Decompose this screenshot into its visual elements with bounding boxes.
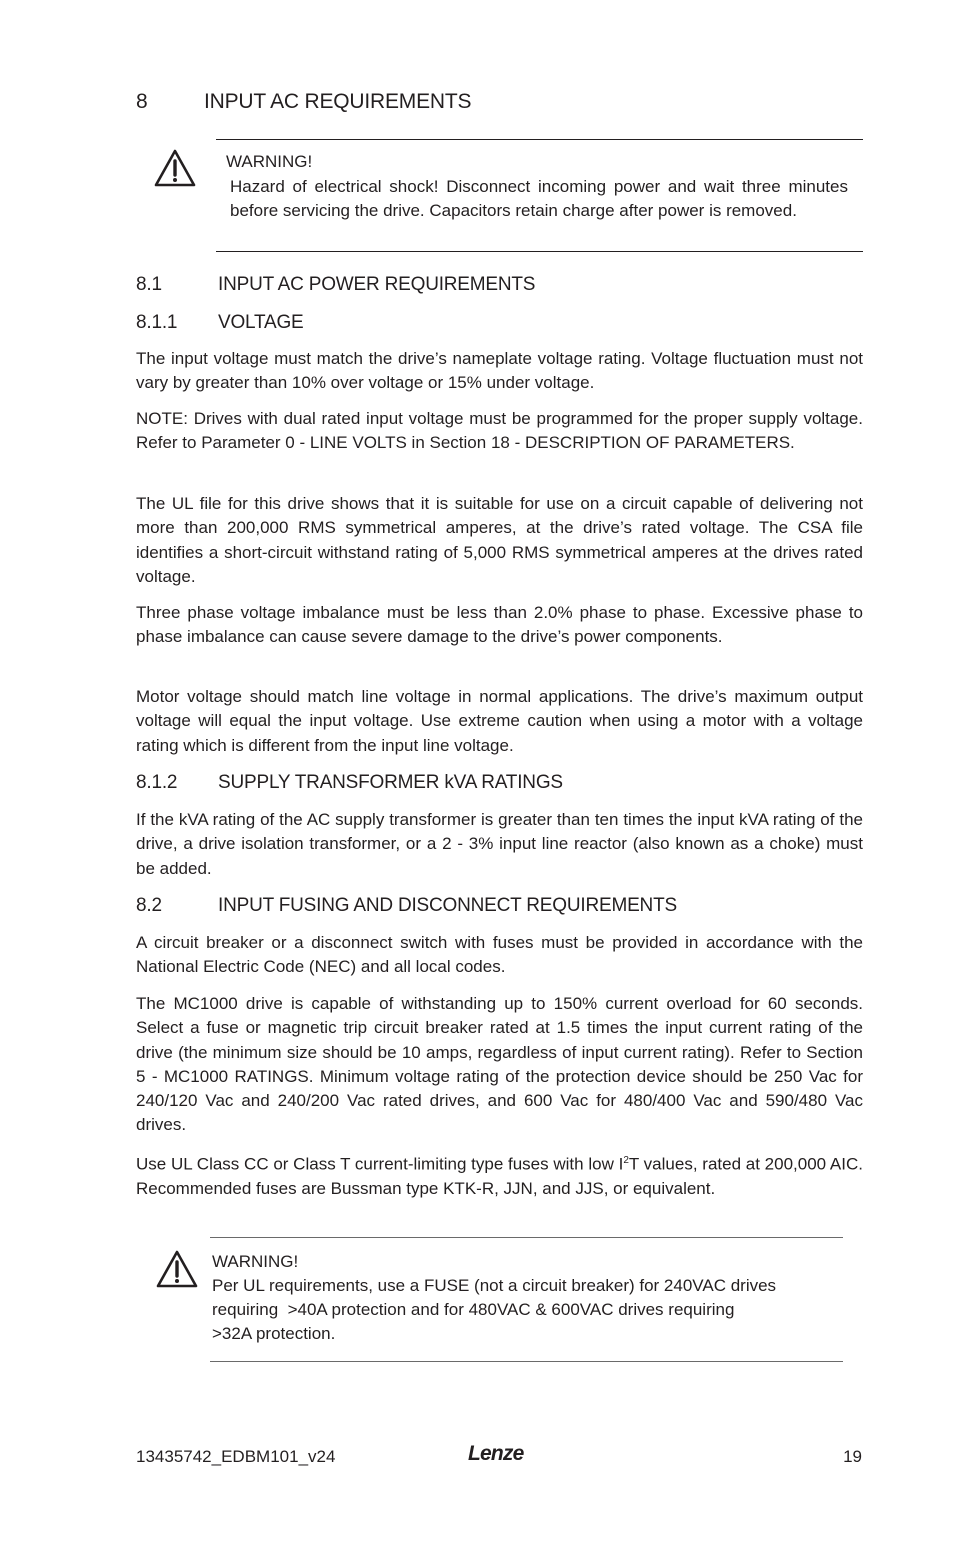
paragraph-circuit-breaker: A circuit breaker or a disconnect switch with fuses must be provided in accordance with the National Electric Code (NEC) and all local codes. [136,933,863,977]
section-title: INPUT AC REQUIREMENTS [204,90,472,113]
fuse-text-part: T values, rated at 200,000 AIC. Recommended fuses are Bussman type KTK-R, JJN, and JJS, or equivalent. [136,1154,863,1198]
warning-box-ul-fuse [210,1237,843,1362]
section-heading [136,88,856,116]
warning-triangle-icon [153,148,197,188]
paragraph-note-dual-voltage: NOTE: Drives with dual rated input voltage must be programmed for the proper supply voltage. Refer to Parameter 0 - LINE VOLTS in Section 18 - DESCRIPTION OF PARAMETERS. [136,409,863,453]
paragraph-fuse-class [136,1149,863,1201]
paragraph-ul-csa-rating: The UL file for this drive shows that it is suitable for use on a circuit capable of delivering not more than 200,000 RMS symmetrical amperes, at the drive’s rated voltage. The CSA file identifies a short-circuit withstand rating of 5,000 RMS symmetrical amperes at the drives rated voltage. [136,494,863,586]
subsection-heading-8-1 [136,273,856,297]
footer-document-id: 13435742_EDBM101_v24 [136,1447,336,1466]
subsection-number: 8.1.1 [136,312,178,333]
paragraph-phase-imbalance: Three phase voltage imbalance must be less than 2.0% phase to phase. Excessive phase to phase imbalance can cause severe damage to the drive’s power components. [136,603,863,647]
lenze-logo: Lenze [468,1442,524,1465]
subsection-number: 8.1.2 [136,772,178,793]
warning-text: Hazard of electrical shock! Disconnect incoming power and wait three minutes before servicing the drive. Capacitors retain charge after power is removed. [230,177,848,220]
warning-line: requiring >40A protection and for 480VAC & 600VAC drives requiring [212,1300,735,1319]
page-number: 19 [843,1447,862,1466]
warning-title: WARNING! [226,152,313,171]
subsection-title: INPUT AC POWER REQUIREMENTS [218,274,536,295]
fuse-text-part: Use UL Class CC or Class T current-limiting type fuses with low I [136,1154,624,1174]
section-number: 8 [136,90,148,113]
subsection-title: VOLTAGE [218,312,304,333]
warning-triangle-icon [155,1249,199,1289]
subsection-heading-8-1-1 [136,311,856,335]
warning-line: Per UL requirements, use a FUSE (not a circuit breaker) for 240VAC drives [212,1276,777,1295]
paragraph-overload-fuse: The MC1000 drive is capable of withstanding up to 150% current overload for 60 seconds. Select a fuse or magnetic trip circuit breaker rated at 1.5 times the input current rating of the drive (the minimum size should be 10 amps, regardless of input current rating). Refer to Section 5 - MC1000 RATINGS. Minimum voltage rating of the protection device should be 250 Vac for 240/120 Vac and 240/200 Vac rated drives, and 600 Vac for 480/400 Vac and 590/480 Vac drives. [136,994,863,1135]
subsection-title: INPUT FUSING AND DISCONNECT REQUIREMENTS [218,895,677,916]
warning-title: WARNING! [212,1252,299,1271]
subsection-number: 8.1 [136,274,162,295]
paragraph-motor-voltage: Motor voltage should match line voltage in normal applications. The drive’s maximum output voltage will equal the input voltage. Use extreme caution when using a motor with a voltage rating which is different from the input line voltage. [136,687,863,755]
subsection-title: SUPPLY TRANSFORMER kVA RATINGS [218,772,563,793]
paragraph-transformer-kva: If the kVA rating of the AC supply transformer is greater than ten times the input kVA rating of the drive, a drive isolation transformer, or a 2 - 3% input line reactor (also known as a choke) must be added. [136,810,863,878]
subsection-number: 8.2 [136,895,162,916]
subsection-heading-8-2 [136,894,856,918]
warning-text [212,1274,832,1346]
warning-line: >32A protection. [212,1324,336,1343]
paragraph-voltage-match: The input voltage must match the drive’s nameplate voltage rating. Voltage fluctuation must not vary by greater than 10% over voltage or 15% under voltage. [136,349,863,393]
warning-box-shock [216,139,863,252]
superscript: 2 [623,1155,629,1166]
subsection-heading-8-1-2 [136,771,856,795]
